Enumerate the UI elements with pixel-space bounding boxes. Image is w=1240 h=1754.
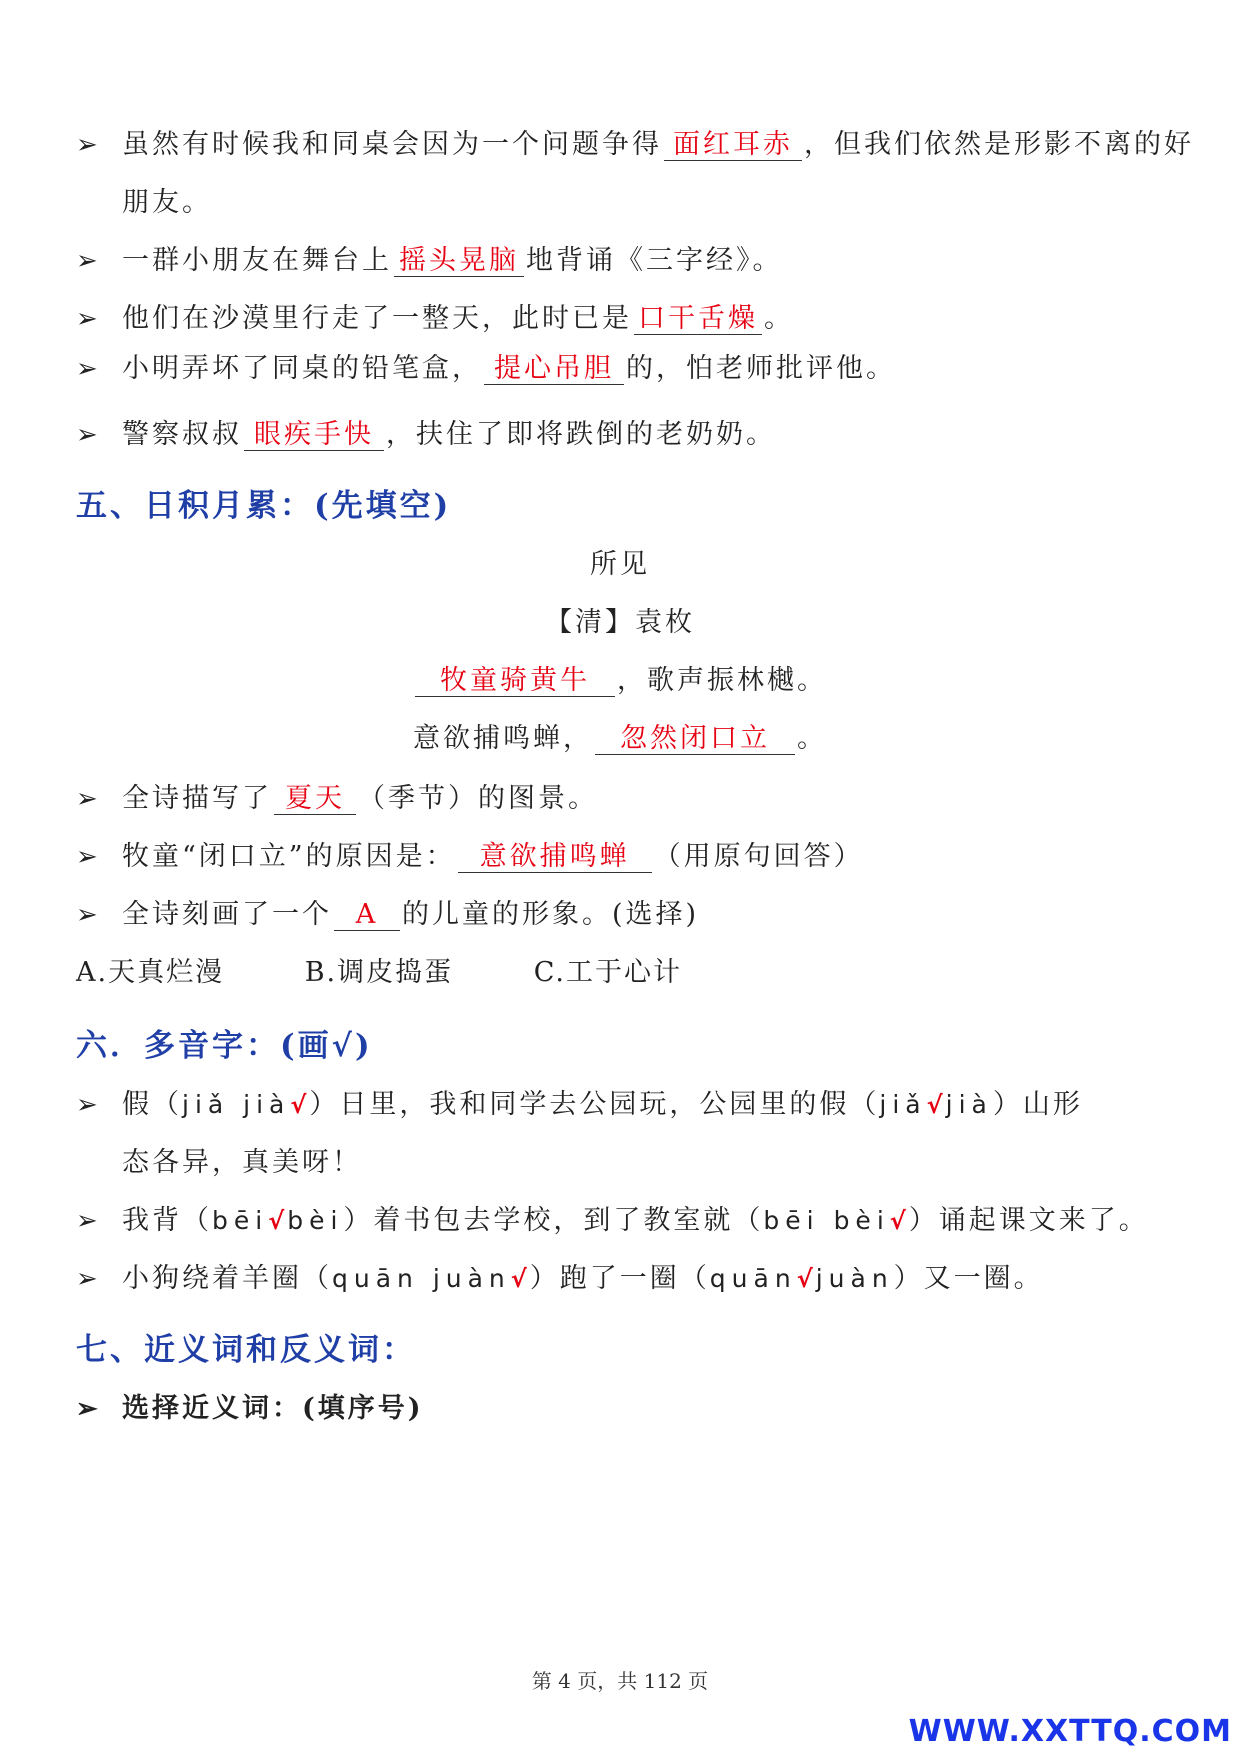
question-choice [76,892,699,931]
check-mark-icon: √ [889,1207,909,1235]
sentence-text: 。 [764,303,794,334]
pinyin: bèi [287,1206,344,1235]
bullet-icon: ➢ [76,420,101,450]
bullet-icon: ➢ [76,354,101,384]
answer-blank: 夏天 [274,783,356,815]
sentence-5 [76,412,776,451]
bullet-icon: ➢ [76,1394,101,1424]
pinyin: jiǎ jià [182,1090,291,1119]
pinyin: bēi [212,1206,269,1235]
option-c: C.工于心计 [533,957,682,988]
polyphone-line-2 [76,1198,1149,1237]
watermark-logo: WWW.XXTTQ.COM [908,1714,1232,1749]
sentence-text: ）着书包去学校，到了教室就（ [343,1205,764,1236]
question-text: （季节）的图景。 [358,783,598,814]
polyphone-line-3 [76,1256,1044,1295]
option-b: B.调皮捣蛋 [304,957,454,988]
pinyin: quān [709,1264,797,1293]
answer-blank: 牧童骑黄牛 [415,665,615,697]
bullet-icon: ➢ [76,842,101,872]
sentence-text: 小明弄坏了同桌的铅笔盒， [122,353,482,384]
bullet-icon: ➢ [76,246,101,276]
answer-blank: 忽然闭口立 [595,723,795,755]
section-heading-7: 七、近义词和反义词： [76,1332,416,1368]
answer-blank: A [334,899,400,931]
question-text: 的儿童的形象。(选择) [402,899,700,930]
sentence-text: 地背诵《三字经》。 [526,245,783,276]
sentence-text: ，扶住了即将跌倒的老奶奶。 [386,419,776,450]
answer-blank: 意欲捕鸣蝉 [458,841,652,873]
sentence-text: 他们在沙漠里行走了一整天，此时已是 [122,303,632,334]
question-text: （用原句回答） [653,841,864,872]
check-mark-icon: √ [290,1091,310,1119]
sentence-text: ）又一圈。 [893,1263,1044,1294]
poem-author [0,600,1240,639]
sentence-1 [76,122,1194,161]
sentence-text: ，但我们依然是形影不离的好 [804,129,1194,160]
section-heading-6: 六．多音字：(画√) [76,1028,373,1064]
poem-title-text: 所见 [590,549,650,580]
sentence-text: 一群小朋友在舞台上 [122,245,392,276]
check-mark-icon: √ [926,1091,946,1119]
check-mark-icon: √ [268,1207,288,1235]
answer-blank: 眼疾手快 [244,419,384,451]
pinyin: jià [945,1090,993,1119]
check-mark-icon: √ [796,1265,816,1293]
bullet-icon: ➢ [76,1090,101,1120]
option-a: A.天真烂漫 [76,957,225,988]
question-reason [76,834,864,873]
sentence-continuation [122,1140,362,1179]
poem-author-text: 【清】袁枚 [545,607,695,638]
sentence-3 [76,296,794,335]
bullet-icon: ➢ [76,784,101,814]
pinyin: juàn [815,1264,894,1293]
question-season [76,776,598,815]
poem-title [0,542,1240,581]
sentence-text: 朋友。 [122,187,212,218]
pinyin: jiǎ [879,1090,927,1119]
sentence-text: 假（ [122,1089,182,1120]
bullet-icon: ➢ [76,130,101,160]
sub-question-text: 选择近义词：(填序号) [122,1393,424,1424]
sentence-text: 态各异，真美呀！ [122,1147,362,1178]
answer-blank: 面红耳赤 [664,129,802,161]
page-footer: 第 4 页，共 112 页 [531,1669,709,1693]
poem-text: ，歌声振林樾。 [617,665,827,696]
sentence-4 [76,346,896,385]
bullet-icon: ➢ [76,1264,101,1294]
bullet-icon: ➢ [76,304,101,334]
poem-line-1 [0,658,1240,697]
polyphone-line-1 [76,1082,1083,1121]
sentence-text: 虽然有时候我和同桌会因为一个问题争得 [122,129,662,160]
sentence-text: ）山形 [992,1089,1083,1120]
sentence-continuation [122,180,212,219]
question-text: 牧童“闭口立”的原因是： [122,841,456,872]
sentence-text: 的，怕老师批评他。 [626,353,896,384]
sentence-text: ）诵起课文来了。 [908,1205,1149,1236]
sentence-text: 小狗绕着羊圈（ [122,1263,332,1294]
pinyin: quān juàn [332,1264,511,1293]
poem-line-2 [0,716,1240,755]
bullet-icon: ➢ [76,1206,101,1236]
question-text: 全诗刻画了一个 [122,899,332,930]
sub-question [76,1386,424,1425]
poem-text: 意欲捕鸣蝉， [413,723,593,754]
check-mark-icon: √ [510,1265,530,1293]
question-text: 全诗描写了 [122,783,272,814]
answer-blank: 口干舌燥 [634,303,762,335]
sentence-text: 警察叔叔 [122,419,242,450]
answer-blank: 摇头晃脑 [394,245,524,277]
sentence-text: 我背（ [122,1205,212,1236]
answer-blank: 提心吊胆 [484,353,624,385]
sentence-text: ）日里，我和同学去公园玩，公园里的假（ [309,1089,880,1120]
poem-text: 。 [797,723,827,754]
bullet-icon: ➢ [76,900,101,930]
pinyin: bēi bèi [763,1206,890,1235]
choice-options [76,950,752,989]
section-heading-5: 五、日积月累：(先填空) [76,488,452,524]
sentence-2 [76,238,783,277]
sentence-text: ）跑了一圈（ [529,1263,710,1294]
